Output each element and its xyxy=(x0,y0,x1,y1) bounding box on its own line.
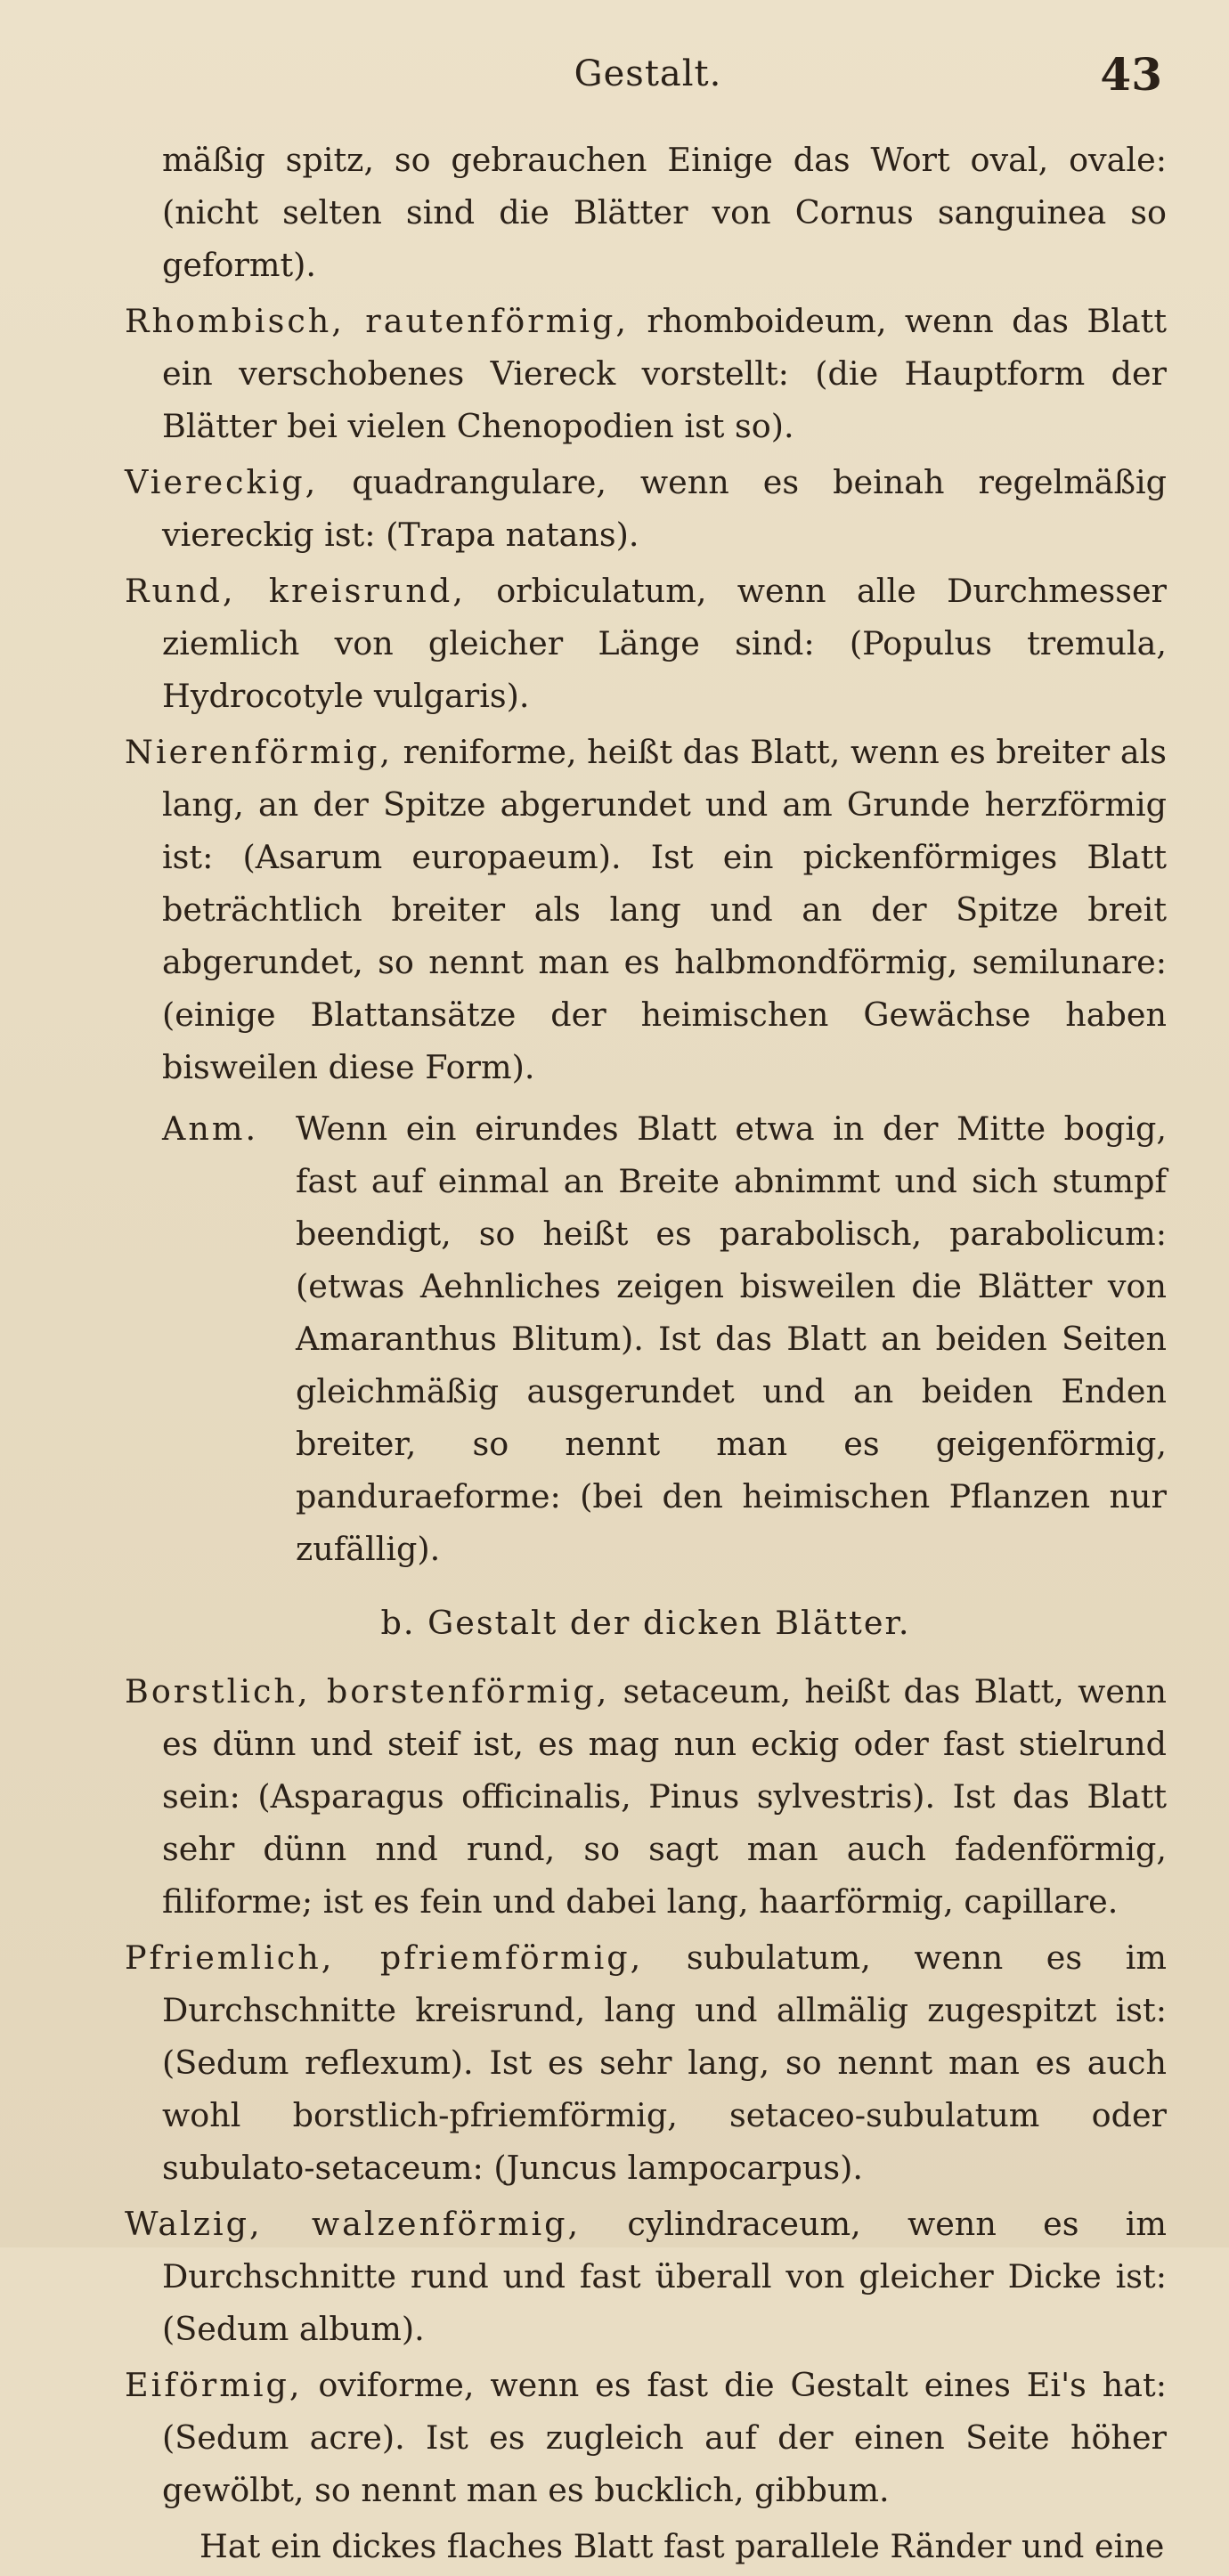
paragraph-last-line xyxy=(125,2520,1167,2572)
entry-term: Borstlich, borstenförmig, xyxy=(125,1672,610,1711)
entry-eifoermig xyxy=(125,2359,1167,2516)
entry-term: Pfriemlich, pfriemförmig, xyxy=(125,1938,644,1977)
entry-text: reniforme, heißt das Blatt, wenn es breiter als lang, an der Spitze abgerundet und am Grunde herzförmig ist: (Asarum europaeum). Ist ein pickenförmiges Blatt beträchtlich breiter als lang und an der Spitze breit abgerundet, so nennt man es halbmondförmig, semilunare: (einige Blattansätze der heimischen Gewächse haben bisweilen diese Form). xyxy=(162,733,1167,1086)
running-header xyxy=(134,36,1162,116)
entry-text: setaceum, heißt das Blatt, wenn es dünn und steif ist, es mag nun eckig oder fast stielrund sein: (Asparagus officinalis, Pinus sylvestris). Ist das Blatt sehr dünn nnd rund, so sagt man auch fadenförmig, filiforme; ist es fein und dabei lang, haarförmig, capillare. xyxy=(162,1672,1167,1921)
entry-text: quadrangulare, wenn es beinah regelmäßig viereckig ist: (Trapa natans). xyxy=(162,463,1167,554)
entry-term: Rhombisch, rautenförmig, xyxy=(125,302,629,340)
paragraph-text: mäßig spitz, so gebrauchen Einige das Wort oval, ovale: (nicht selten sind die Blätter von Cornus sanguinea so geformt). xyxy=(162,141,1167,284)
entry-text: rhomboideum, wenn das Blatt ein verschobenes Viereck vorstellt: (die Hauptform der Blätter bei vielen Chenopodien ist so). xyxy=(162,302,1167,445)
entry-rund xyxy=(125,565,1167,722)
page-body xyxy=(125,134,1167,2576)
entry-text: oviforme, wenn es fast die Gestalt eines Ei's hat: (Sedum acre). Ist es zugleich auf der einen Seite höher gewölbt, so nennt man es bucklich, gibbum. xyxy=(162,2366,1167,2509)
paragraph-text: Hat ein dickes flaches Blatt fast parallele Ränder und eine xyxy=(199,2527,1165,2565)
annotation xyxy=(162,1102,1167,1575)
entry-text: cylindraceum, wenn es im Durchschnitte rund und fast überall von gleicher Dicke ist: (Sedum album). xyxy=(162,2205,1168,2348)
entry-viereckig xyxy=(125,456,1167,561)
entry-rhombisch xyxy=(125,295,1167,452)
page-number: 43 xyxy=(1100,48,1162,101)
running-title: Gestalt. xyxy=(574,53,722,94)
entry-term: Viereckig, xyxy=(125,463,319,501)
entry-term: Rund, kreisrund, xyxy=(125,572,466,610)
entry-nierenfoermig xyxy=(125,726,1167,1093)
section-heading: b. Gestalt der dicken Blätter. xyxy=(380,1604,911,1642)
entry-borstlich xyxy=(125,1665,1167,1928)
paragraph-continuation xyxy=(125,134,1167,291)
entry-text: orbiculatum, wenn alle Durchmesser ziemlich von gleicher Länge sind: (Populus tremula, Hydrocotyle vulgaris). xyxy=(162,572,1167,715)
entry-term: Eiförmig, xyxy=(125,2366,303,2404)
entry-term: Nierenförmig, xyxy=(125,733,393,771)
entry-pfriemlich xyxy=(125,1931,1167,2194)
annotation-text: Wenn ein eirundes Blatt etwa in der Mitte bogig, fast auf einmal an Breite abnimmt und sich stumpf beendigt, so heißt es parabolisch, parabolicum: (etwas Aehnliches zeigen bisweilen die Blätter von Amaranthus Blitum). Ist das Blatt an beiden Seiten gleichmäßig ausgerundet und an beiden Enden breiter, so nennt man es geigenförmig, panduraeforme: (bei den heimischen Pflanzen nur zufällig). xyxy=(296,1109,1167,1568)
entry-text: subulatum, wenn es im Durchschnitte kreisrund, lang und allmälig zugespitzt ist: (Sedum reflexum). Ist es sehr lang, so nennt man es auch wohl borstlich-pfriemförmig, setaceo-subulatum oder subulato-setaceum: (Juncus lampocarpus). xyxy=(162,1938,1167,2187)
entry-term: Walzig, walzenförmig, xyxy=(125,2205,582,2243)
entry-walzig xyxy=(125,2198,1167,2355)
annotation-label: Anm. xyxy=(162,1109,259,1148)
